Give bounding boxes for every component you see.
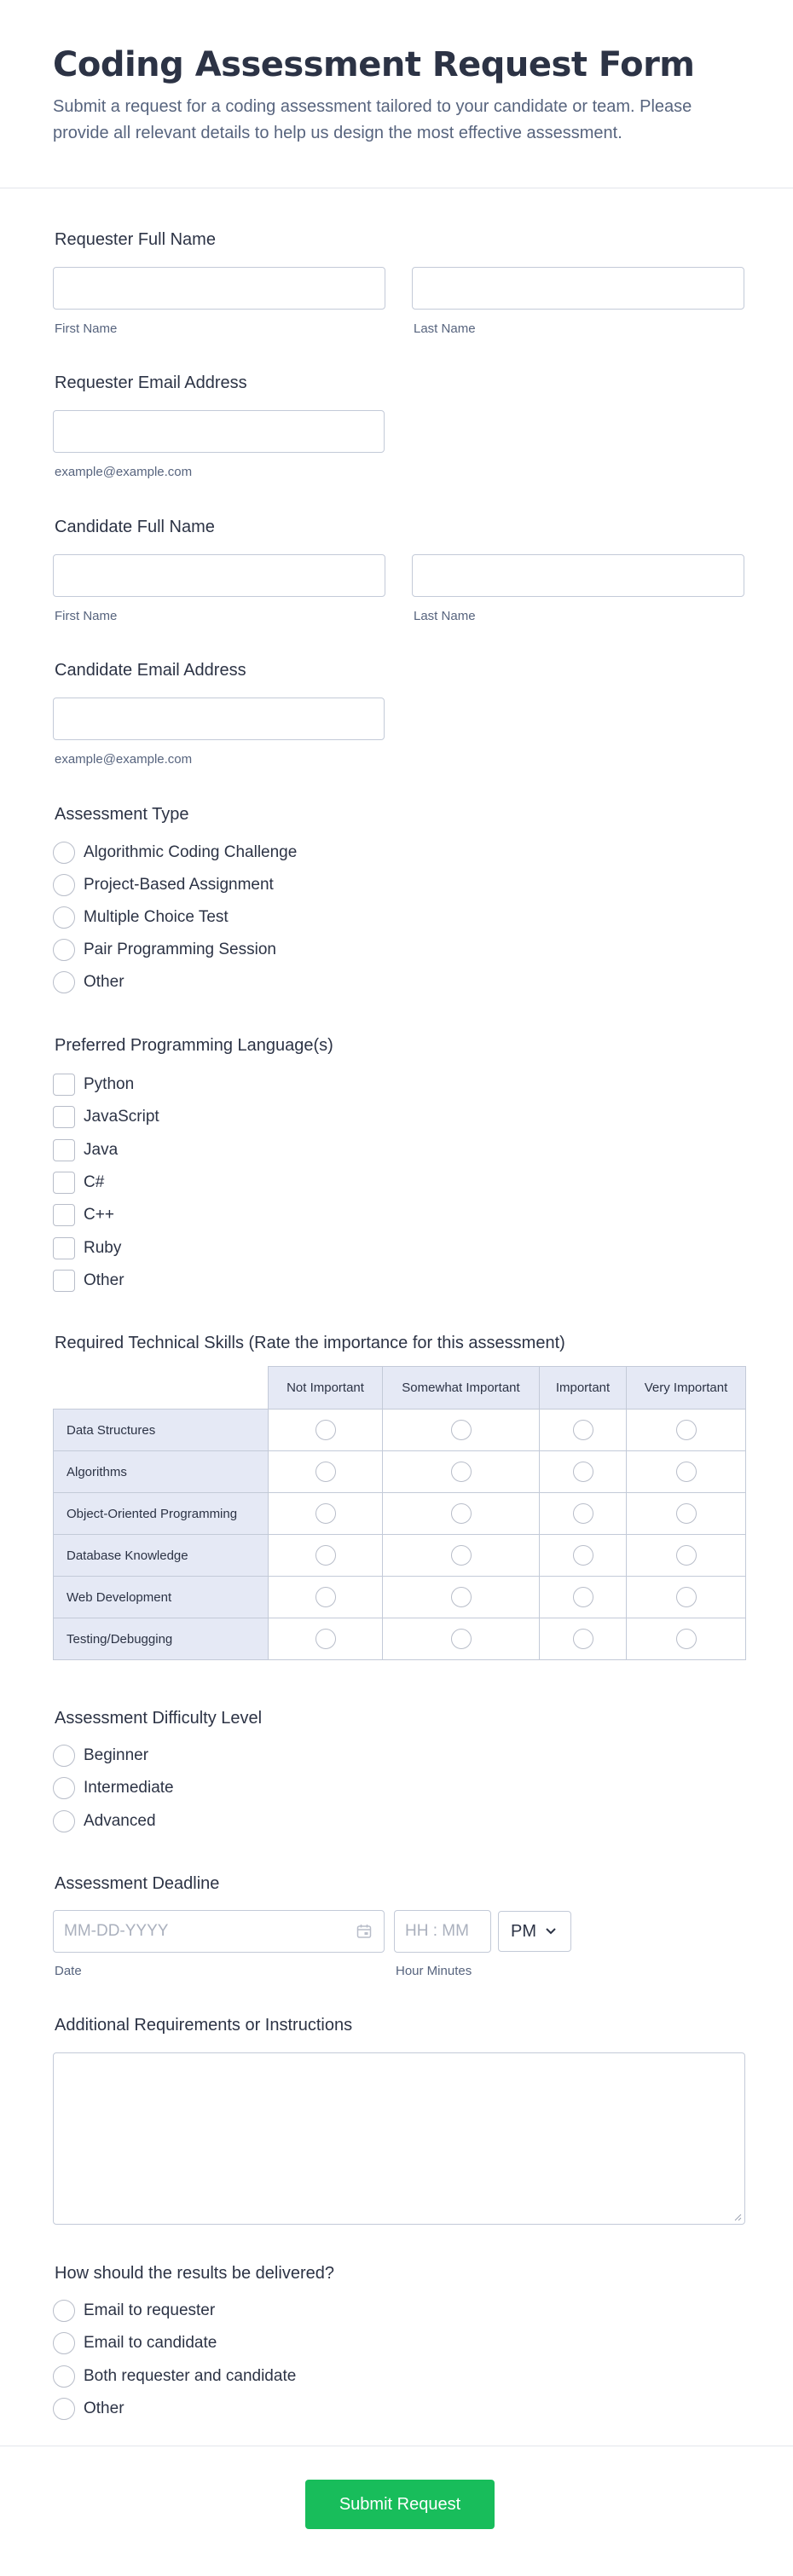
requester-email-input[interactable] xyxy=(53,410,385,453)
date-input[interactable] xyxy=(53,1910,385,1953)
matrix-column-header: Very Important xyxy=(627,1367,746,1410)
submit-button[interactable]: Submit Request xyxy=(305,2480,495,2529)
matrix-row-label: Data Structures xyxy=(54,1410,269,1451)
time-placeholder: HH : MM xyxy=(405,1922,469,1940)
matrix-row xyxy=(54,1410,746,1451)
matrix-row-label: Web Development xyxy=(54,1577,269,1618)
radio-button[interactable] xyxy=(53,842,75,864)
radio-button[interactable] xyxy=(53,2398,75,2420)
chevron-down-icon xyxy=(545,1927,557,1936)
skills-matrix xyxy=(53,1366,746,1660)
language-option[interactable]: C# xyxy=(53,1171,104,1195)
language-option[interactable]: Java xyxy=(53,1138,118,1162)
form-body xyxy=(0,188,793,2576)
matrix-radio[interactable] xyxy=(451,1420,472,1440)
matrix-row-label: Database Knowledge xyxy=(54,1535,269,1577)
radio-button[interactable] xyxy=(53,874,75,896)
matrix-radio[interactable] xyxy=(451,1629,472,1649)
checkbox[interactable] xyxy=(53,1074,75,1096)
deadline-label: Assessment Deadline xyxy=(55,1874,220,1893)
assessment-type-option[interactable]: Pair Programming Session xyxy=(53,938,276,962)
form-title: Coding Assessment Request Form xyxy=(53,45,695,84)
requester-email-sublabel: example@example.com xyxy=(55,465,193,479)
language-option[interactable]: Other xyxy=(53,1269,124,1293)
matrix-radio[interactable] xyxy=(573,1587,593,1607)
radio-button[interactable] xyxy=(53,2365,75,2388)
requester-email-label: Requester Email Address xyxy=(55,373,247,392)
ampm-select[interactable] xyxy=(498,1911,571,1952)
requester-last-name-input[interactable] xyxy=(412,267,744,310)
matrix-row-label: Testing/Debugging xyxy=(54,1618,269,1660)
checkbox[interactable] xyxy=(53,1270,75,1292)
candidate-email-sublabel: example@example.com xyxy=(55,752,193,767)
matrix-radio[interactable] xyxy=(573,1420,593,1440)
candidate-first-name-input[interactable] xyxy=(53,554,385,597)
date-sublabel: Date xyxy=(55,1964,82,1978)
matrix-radio[interactable] xyxy=(451,1587,472,1607)
requester-first-name-input[interactable] xyxy=(53,267,385,310)
time-input[interactable] xyxy=(394,1910,491,1953)
matrix-radio[interactable] xyxy=(451,1545,472,1566)
delivery-option[interactable]: Other xyxy=(53,2397,124,2421)
matrix-corner xyxy=(54,1367,269,1410)
requester-name-label: Requester Full Name xyxy=(55,230,216,249)
additional-label: Additional Requirements or Instructions xyxy=(55,2016,353,2035)
delivery-option[interactable]: Email to candidate xyxy=(53,2331,217,2355)
difficulty-label: Assessment Difficulty Level xyxy=(55,1709,263,1728)
matrix-row-label: Object-Oriented Programming xyxy=(54,1493,269,1535)
matrix-row xyxy=(54,1493,746,1535)
language-option[interactable]: C++ xyxy=(53,1203,114,1227)
matrix-row-label: Algorithms xyxy=(54,1451,269,1493)
matrix-row xyxy=(54,1451,746,1493)
matrix-radio[interactable] xyxy=(573,1503,593,1524)
matrix-row xyxy=(54,1618,746,1660)
delivery-option[interactable]: Both requester and candidate xyxy=(53,2365,296,2388)
candidate-last-name-input[interactable] xyxy=(412,554,744,597)
matrix-radio[interactable] xyxy=(573,1545,593,1566)
candidate-email-input[interactable] xyxy=(53,698,385,740)
ampm-value: PM xyxy=(511,1921,536,1941)
date-placeholder: MM-DD-YYYY xyxy=(64,1922,169,1940)
matrix-radio[interactable] xyxy=(315,1587,336,1607)
additional-textarea[interactable] xyxy=(53,2052,745,2225)
requester-first-name-sublabel: First Name xyxy=(55,321,118,336)
checkbox[interactable] xyxy=(53,1106,75,1128)
delivery-label: How should the results be delivered? xyxy=(55,2264,334,2283)
matrix-radio[interactable] xyxy=(676,1587,697,1607)
matrix-radio[interactable] xyxy=(676,1629,697,1649)
checkbox[interactable] xyxy=(53,1139,75,1161)
resize-handle-icon[interactable] xyxy=(733,2213,742,2221)
matrix-radio[interactable] xyxy=(451,1462,472,1482)
delivery-option[interactable]: Email to requester xyxy=(53,2299,215,2323)
matrix-radio[interactable] xyxy=(315,1545,336,1566)
matrix-radio[interactable] xyxy=(451,1503,472,1524)
form-canvas xyxy=(48,2,745,2576)
checkbox[interactable] xyxy=(53,1204,75,1226)
assessment-type-label: Assessment Type xyxy=(55,805,189,824)
time-sublabel: Hour Minutes xyxy=(396,1964,472,1978)
matrix-radio[interactable] xyxy=(573,1629,593,1649)
assessment-type-option[interactable]: Other xyxy=(53,970,124,994)
assessment-type-option[interactable]: Multiple Choice Test xyxy=(53,906,229,929)
difficulty-option[interactable]: Advanced xyxy=(53,1809,156,1833)
candidate-first-name-sublabel: First Name xyxy=(55,609,118,623)
matrix-radio[interactable] xyxy=(573,1462,593,1482)
language-option[interactable]: JavaScript xyxy=(53,1105,159,1129)
difficulty-option[interactable]: Beginner xyxy=(53,1744,148,1768)
radio-button[interactable] xyxy=(53,1810,75,1832)
languages-label: Preferred Programming Language(s) xyxy=(55,1036,333,1055)
requester-last-name-sublabel: Last Name xyxy=(414,321,476,336)
assessment-type-option[interactable]: Algorithmic Coding Challenge xyxy=(53,841,297,865)
matrix-radio[interactable] xyxy=(676,1545,697,1566)
candidate-last-name-sublabel: Last Name xyxy=(414,609,476,623)
matrix-row xyxy=(54,1577,746,1618)
language-option[interactable]: Ruby xyxy=(53,1236,121,1260)
radio-button[interactable] xyxy=(53,971,75,993)
form-subtitle: Submit a request for a coding assessment tailored to your candidate or team. Please provide all relevant details to help us design the most effective assessment. xyxy=(53,97,692,142)
radio-button[interactable] xyxy=(53,1745,75,1767)
checkbox[interactable] xyxy=(53,1172,75,1194)
matrix-radio[interactable] xyxy=(315,1462,336,1482)
radio-button[interactable] xyxy=(53,2300,75,2322)
matrix-radio[interactable] xyxy=(315,1629,336,1649)
radio-button[interactable] xyxy=(53,939,75,961)
radio-button[interactable] xyxy=(53,2332,75,2354)
language-option[interactable]: Python xyxy=(53,1073,134,1097)
matrix-radio[interactable] xyxy=(315,1420,336,1440)
candidate-name-label: Candidate Full Name xyxy=(55,518,215,536)
matrix-column-header: Not Important xyxy=(269,1367,383,1410)
matrix-column-header: Important xyxy=(540,1367,627,1410)
matrix-column-header: Somewhat Important xyxy=(383,1367,540,1410)
matrix-radio[interactable] xyxy=(676,1503,697,1524)
matrix-radio[interactable] xyxy=(315,1503,336,1524)
matrix-radio[interactable] xyxy=(676,1462,697,1482)
radio-button[interactable] xyxy=(53,1777,75,1799)
matrix-row xyxy=(54,1535,746,1577)
matrix-radio[interactable] xyxy=(676,1420,697,1440)
skills-label: Required Technical Skills (Rate the importance for this assessment) xyxy=(55,1334,565,1352)
difficulty-option[interactable]: Intermediate xyxy=(53,1776,174,1800)
radio-button[interactable] xyxy=(53,906,75,929)
candidate-email-label: Candidate Email Address xyxy=(55,661,246,680)
calendar-icon[interactable] xyxy=(356,1924,372,1939)
checkbox[interactable] xyxy=(53,1237,75,1259)
assessment-type-option[interactable]: Project-Based Assignment xyxy=(53,873,274,897)
